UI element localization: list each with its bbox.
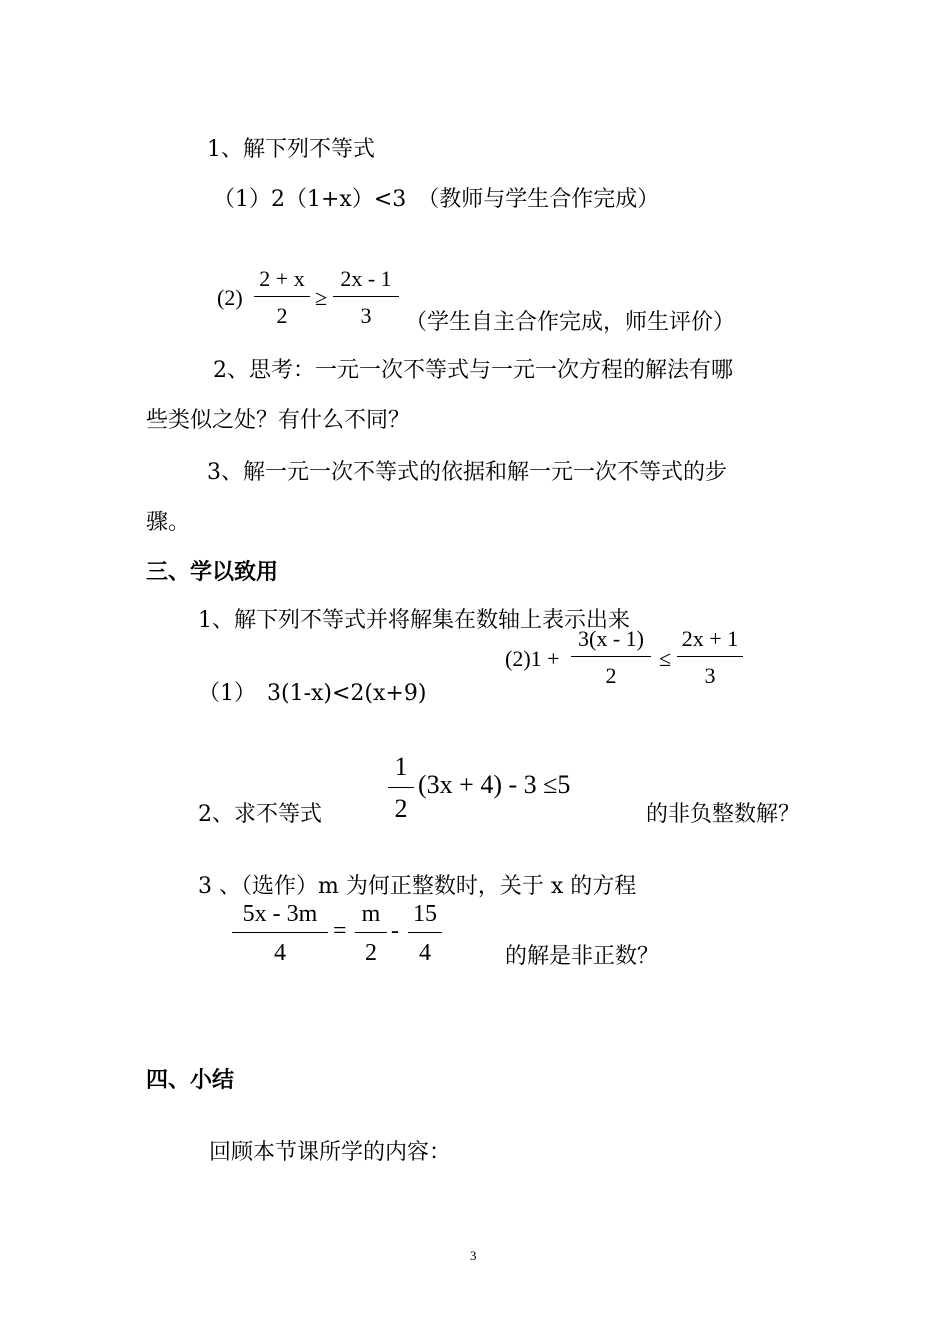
denominator: 2 <box>276 303 288 328</box>
numerator: 1 <box>394 752 408 781</box>
le-sign: ≤ <box>659 646 672 671</box>
s4-line1: 回顾本节课所学的内容： <box>209 1140 452 1165</box>
numerator: 2 + x <box>259 266 305 291</box>
fraction-right <box>333 268 399 327</box>
fraction-left <box>254 268 310 327</box>
denominator: 3 <box>704 663 716 688</box>
minus-sign: - <box>391 918 399 944</box>
item-2-line2: 些类似之处？有什么不同？ <box>146 408 411 433</box>
fraction-3 <box>408 902 442 965</box>
s3-item-3-suffix: 的解是非正数？ <box>505 944 660 969</box>
inequality-note: （学生自主合作完成，师生评价） <box>405 310 736 335</box>
inequality-label: (2) <box>217 285 243 310</box>
s3-item-3-line1: 3 、（选作）m 为何正整数时，关于 x 的方程 <box>198 874 637 899</box>
s3-item-2-suffix: 的非负整数解？ <box>646 802 801 827</box>
s3-item-1-sub1: （1） 3(1-x)<2(x+9) <box>198 681 427 706</box>
s3-item-1-title: 1、解下列不等式并将解集在数轴上表示出来 <box>198 608 630 633</box>
numerator: 15 <box>413 901 437 927</box>
fraction-right <box>677 628 743 687</box>
fraction-half <box>388 754 414 822</box>
numerator: 2x + 1 <box>681 626 739 651</box>
numerator: 2x - 1 <box>340 266 392 291</box>
s3-item-2-expr: (3x + 4) - 3 ≤5 <box>418 770 571 799</box>
section-3-heading: 三、学以致用 <box>146 560 279 585</box>
denominator: 4 <box>419 940 431 966</box>
denominator: 3 <box>360 303 372 328</box>
fraction-1 <box>232 902 328 965</box>
numerator: m <box>361 901 381 927</box>
denominator: 2 <box>605 663 617 688</box>
item-3-line1: 3、解一元一次不等式的依据和解一元一次不等式的步 <box>207 460 727 485</box>
ge-sign: ≥ <box>315 285 328 310</box>
numerator: 3(x - 1) <box>578 626 644 651</box>
item-1-sub1: （1）2（1+x）<3 （教师与学生合作完成） <box>213 187 660 212</box>
fraction-left <box>571 628 651 687</box>
item-3-line2: 骤。 <box>146 510 191 535</box>
denominator: 4 <box>274 940 286 966</box>
item-1-title: 1、解下列不等式 <box>207 137 375 162</box>
fraction-2 <box>355 902 387 965</box>
page-number: 3 <box>470 1248 477 1263</box>
numerator: 5x - 3m <box>242 901 318 927</box>
inequality-label: (2)1 + <box>505 646 560 671</box>
item-2-line1: 2、思考：一元一次不等式与一元一次方程的解法有哪 <box>213 358 733 383</box>
denominator: 2 <box>394 794 408 823</box>
denominator: 2 <box>365 940 377 966</box>
section-4-heading: 四、小结 <box>146 1068 235 1093</box>
equals-sign: = <box>333 918 347 944</box>
s3-item-2-prefix: 2、求不等式 <box>198 802 322 827</box>
